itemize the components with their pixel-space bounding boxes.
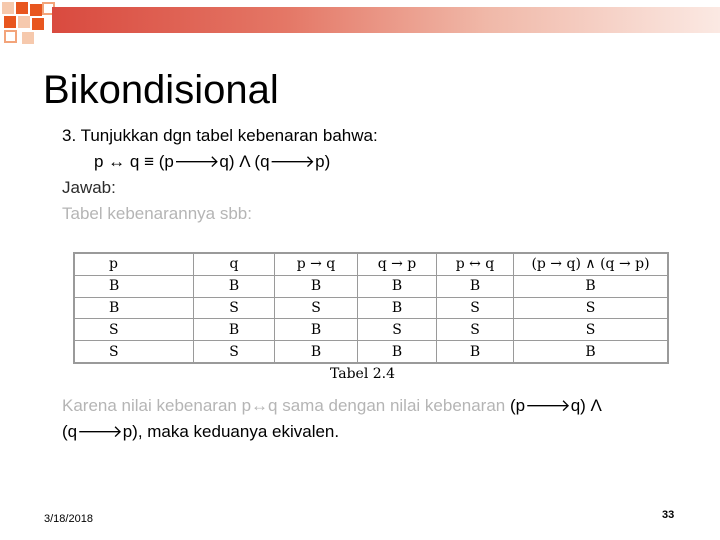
table-header-cell: (p → q) ∧ (q → p) (514, 253, 668, 275)
table-cell: B (275, 319, 358, 341)
table-header-cell: q (194, 253, 275, 275)
table-cell: S (75, 319, 194, 341)
table-cell: B (75, 275, 194, 297)
table-cell: S (275, 297, 358, 319)
table-cell: B (194, 319, 275, 341)
table-intro-text: Tabel kebenarannya sbb: (62, 204, 252, 223)
table-cell: B (437, 275, 514, 297)
table-cell: B (358, 297, 437, 319)
header-gradient-bar (52, 7, 720, 33)
decor-square (4, 16, 16, 28)
truth-table (75, 252, 667, 364)
answer-label: Jawab: (62, 178, 116, 197)
table-header-cell: q → p (358, 253, 437, 275)
table-cell: B (514, 275, 668, 297)
table-row (75, 297, 667, 319)
conclusion-line-1 (62, 396, 602, 416)
table-header-cell: p → q (275, 253, 358, 275)
table-caption: Tabel 2.4 (330, 366, 396, 382)
decor-square (2, 2, 14, 14)
decor-square (18, 16, 30, 28)
page-number: 33 (662, 509, 675, 521)
footer-date: 3/18/2018 (44, 513, 93, 525)
conclusion-formula: (p🡒q) Λ (510, 396, 602, 415)
table-cell: B (437, 341, 514, 363)
table-row (75, 341, 667, 363)
table-cell: B (358, 341, 437, 363)
decor-square (32, 18, 44, 30)
conclusion-text: Karena nilai kebenaran p↔q sama dengan nilai kebenaran (62, 396, 506, 415)
truth-table-frame (73, 252, 669, 364)
table-cell: S (358, 319, 437, 341)
table-cell: B (358, 275, 437, 297)
decor-square (4, 30, 17, 43)
table-header-row (75, 253, 667, 275)
table-cell: S (514, 319, 668, 341)
slide-title: Bikondisional (43, 68, 279, 112)
table-cell: B (514, 341, 668, 363)
table-header-cell: p ↔ q (437, 253, 514, 275)
table-cell: B (275, 341, 358, 363)
conclusion-line-2: (q🡒p), maka keduanya ekivalen. (62, 422, 340, 441)
table-cell: B (194, 275, 275, 297)
table-cell: S (194, 297, 275, 319)
decor-square (16, 2, 28, 14)
table-cell: S (75, 341, 194, 363)
decor-square (22, 32, 34, 44)
table-header-cell: p (75, 253, 194, 275)
question-text: 3. Tunjukkan dgn tabel kebenaran bahwa: (62, 126, 378, 145)
table-cell: B (75, 297, 194, 319)
question-formula: p ↔ q ≡ (p🡒q) Λ (q🡒p) (94, 152, 331, 171)
table-row (75, 319, 667, 341)
table-cell: S (514, 297, 668, 319)
table-cell: S (437, 297, 514, 319)
table-row (75, 275, 667, 297)
table-cell: S (194, 341, 275, 363)
table-cell: B (275, 275, 358, 297)
decor-square (30, 4, 42, 16)
table-cell: S (437, 319, 514, 341)
